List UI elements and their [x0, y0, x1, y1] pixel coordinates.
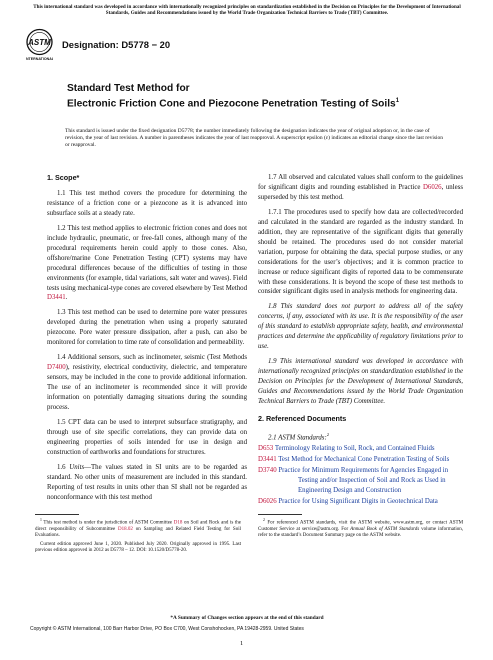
document-title [67, 83, 427, 111]
para-1-8: 1.8 This standard does not purport to address all of the safety concerns, if any, associated with its use. It is the responsibility of the user of this standard to establish appropriate safety, health, and environmental practices and determine the applicability of regulatory limitations prior to use. [258, 303, 463, 351]
wto-notice: This international standard was developed in accordance with internationally recognized principles on standardization established in the Decision on Principles for the Development of International Standards, Guides and Recommendations issued by the World Trade Organization Technical Barriers to Trade (TBT) Committee. [33, 4, 461, 17]
right-column [258, 173, 463, 508]
reference-item[interactable]: D653 Terminology Relating to Soil, Rock, and Contained Fluids [258, 445, 435, 453]
para-1-6: 1.6 Units—The values stated in SI units are to be regarded as standard. No other units of measurement are included in this standard. Reporting of test results in units other than SI shall not be regarded as nonconformance with this test method [47, 463, 247, 501]
para-1-4: 1.4 Additional sensors, such as inclinometer, seismic (Test Methods D7400), resistivity, electrical conductivity, dielectric, and temperature sensors, may be included in the cone to provide additional information. The use of an inclinometer is recommended since it will provide information on potentially damaging situations during the sounding process. [47, 354, 247, 412]
reference-item[interactable]: D3441 Test Method for Mechanical Cone Penetration Testing of Soils [258, 456, 450, 464]
left-column [47, 173, 247, 508]
reference-item[interactable]: D6026 Practice for Using Significant Digits in Geotechnical Data [258, 497, 438, 505]
ref-link-d18-02[interactable]: D18.02 [118, 527, 133, 533]
title-line-1: Standard Test Method for [67, 83, 190, 94]
footnote-1: $^1$ This test method is under the jurisdiction of ASTM Committee D18 on Soil and Rock and is the direct responsibility of Subcommittee D18.02 on Sampling and Related Field Testing for Soil Evaluations. Current edition approved June 1, 2020. Published July 2020. Originally approved in 1995. Last previous edition approved in 2012 as D5778 – 12. DOI: 10.1520/D5778-20. [35, 518, 241, 554]
summary-of-changes-notice: *A Summary of Changes section appears at the end of this standard [170, 615, 324, 621]
scope-heading: 1. Scope* [47, 173, 80, 182]
ref-link-d6026[interactable]: D6026 [422, 183, 442, 191]
footnote-divider-right [258, 514, 302, 515]
astm-standards-label: 2.1 ASTM Standards:$^2$ [268, 431, 329, 442]
para-1-3: 1.3 This test method can be used to determine pore water pressures developed during the penetration when using a properly saturated piezocone. Pore water pressure dissipation, after a push, can also be monitored for correlation to time rate of consolidation and permeability. [47, 309, 247, 347]
para-1-7: 1.7 All observed and calculated values shall conform to the guidelines for significant digits and rounding established in Practice D6026, unless superseded by this test method. [258, 174, 463, 201]
issuance-note: This standard is issued under the fixed designation D5778; the number immediately following the designation indicates the year of original adoption or, in the case of revision, the year of last revision. A number in parentheses indicates the year of last reapproval. A superscript epsilon (ε) indicates an editorial change since the last revision or reapproval. [65, 128, 444, 149]
para-1-9: 1.9 This international standard was developed in accordance with internationally recognized principles on standardization established in the Decision on Principles for the Development of International Standards, Guides and Recommendations issued by the World Trade Organization Technical Barriers to Trade (TBT) Committee. [258, 358, 463, 406]
logo-subtext: INTERNATIONAL [26, 57, 53, 61]
designation: Designation: D5778 − 20 [62, 39, 171, 50]
referenced-documents-heading: 2. Referenced Documents [258, 413, 347, 423]
title-line-2: Electronic Friction Cone and Piezocone Penetration Testing of Soils$^1$ [67, 98, 400, 110]
footnote-divider-left [35, 514, 79, 515]
footnote-2: $^2$ For referenced ASTM standards, visit the ASTM website, www.astm.org, or contact ASTM Customer Service at service@astm.org. For Annual Book of ASTM Standards volume information, refer to the standard’s Document Summary page on the ASTM website. [258, 518, 464, 539]
footnote-1-edition: Current edition approved June 1, 2020. Published July 2020. Originally approved in 1995. Last previous edition approved in 2012 as D5778 – 12. DOI: 10.1520/D5778-20. [35, 541, 241, 554]
ref-link-d3441[interactable]: D3441 [47, 294, 66, 302]
logo-text: ASTM [28, 38, 51, 47]
para-1-7-1: 1.7.1 The procedures used to specify how data are collected/recorded and calculated in the standard are regarded as the industry standard. In addition, they are representative of the significant digits that generally should be retained. The procedures used do not consider material variation, purpose for obtaining the data, special purpose studies, or any considerations for the user’s objectives; and it is common practice to increase or reduce significant digits of reported data to be commensurate with these considerations. It is beyond the scope of these test methods to consider significant digits used in analysis methods for engineering data. [258, 208, 463, 296]
ref-link-d7400[interactable]: D7400 [47, 364, 66, 372]
para-1-2: 1.2 This test method applies to electronic friction cones and does not include hydraulic, pneumatic, or free-fall cones, although many of the procedural requirements herein could apply to those cones. Also, offshore/marine Cone Penetration Testing (CPT) systems may have procedural differences because of the difficulties of testing in those environments (for example, tidal variations, salt water and waves). Field tests using mechanical-type cones are covered elsewhere by Test Method D3441. [47, 224, 247, 302]
para-1-5: 1.5 CPT data can be used to interpret subsurface stratigraphy, and through use of site specific correlations, they can provide data on engineering properties of soils intended for use in design and construction of earthworks and foundations for structures. [47, 418, 247, 456]
astm-logo [26, 28, 53, 62]
title-footnote-mark: 1 [395, 98, 400, 105]
ref-link-d18[interactable]: D18 [173, 520, 183, 526]
para-1-1: 1.1 This test method covers the procedure for determining the resistance of a friction cone or a piezocone as it is advanced into subsurface soils at a steady rate. [47, 189, 247, 217]
reference-item[interactable]: D3740 Practice for Minimum Requirements for Agencies Engaged in Testing and/or Inspection of Soil and Rock as Used in Engineering Design and Construction [258, 467, 449, 494]
reference-list [258, 444, 463, 507]
copyright-line: Copyright © ASTM International, 100 Barr Harbor Drive, PO Box C700, West Conshohocken, PA 19428-2959. United States [30, 626, 304, 632]
page-number: 1 [240, 640, 244, 647]
